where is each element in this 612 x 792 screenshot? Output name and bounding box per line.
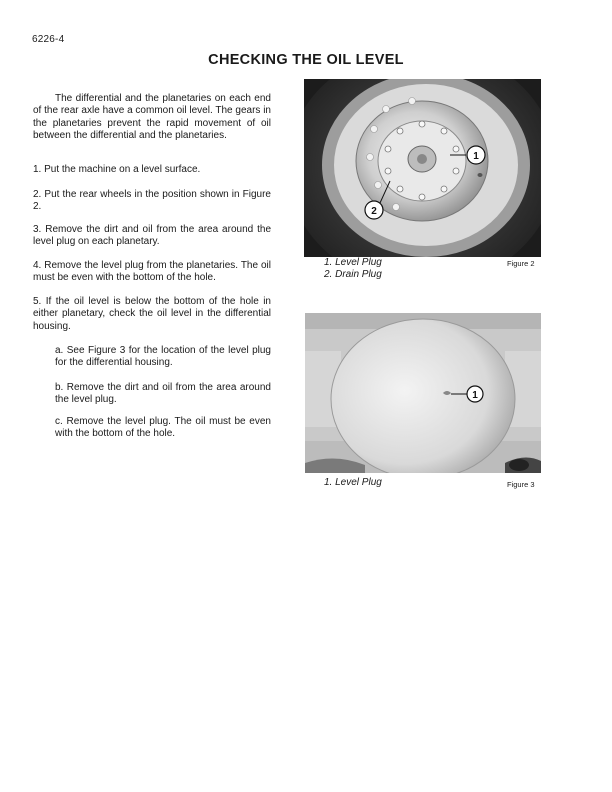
figure-3-caption-1: 1. Level Plug (324, 477, 382, 488)
figure-2-label: Figure 2 (507, 259, 535, 268)
step-5: 5. If the oil level is below the bottom of the hole in either planetary, check the oil level in the differential housing. (33, 296, 271, 332)
step-2: 2. Put the rear wheels in the position shown in Figure 2. (33, 189, 271, 213)
figure-2-caption-2: 2. Drain Plug (324, 269, 382, 280)
page-title: CHECKING THE OIL LEVEL (208, 52, 404, 68)
figure-3-photo (305, 313, 541, 473)
figure-2-callout-1: 1 (473, 151, 479, 162)
figure-3-callout-1: 1 (472, 390, 478, 401)
figure-3-label: Figure 3 (507, 480, 535, 489)
step-4: 4. Remove the level plug from the planetaries. The oil must be even with the bottom of the hole. (33, 260, 271, 284)
substep-c: c. Remove the level plug. The oil must be even with the bottom of the hole. (55, 416, 271, 440)
step-1: 1. Put the machine on a level surface. (33, 164, 201, 175)
step-3: 3. Remove the dirt and oil from the area around the level plug on each planetary. (33, 224, 271, 248)
substep-a: a. See Figure 3 for the location of the level plug for the differential housing. (55, 345, 271, 369)
figure-2-photo (304, 79, 541, 257)
figure-2-caption-1: 1. Level Plug (324, 257, 382, 268)
figure-2-callout-2: 2 (371, 206, 377, 217)
page-number: 6226-4 (32, 34, 65, 45)
intro-paragraph: The differential and the planetaries on each end of the rear axle have a common oil level. The gears in the planetaries prevent the rapid movement of oil between the differential and the planetaries. (33, 93, 271, 142)
substep-b: b. Remove the dirt and oil from the area around the level plug. (55, 382, 271, 406)
